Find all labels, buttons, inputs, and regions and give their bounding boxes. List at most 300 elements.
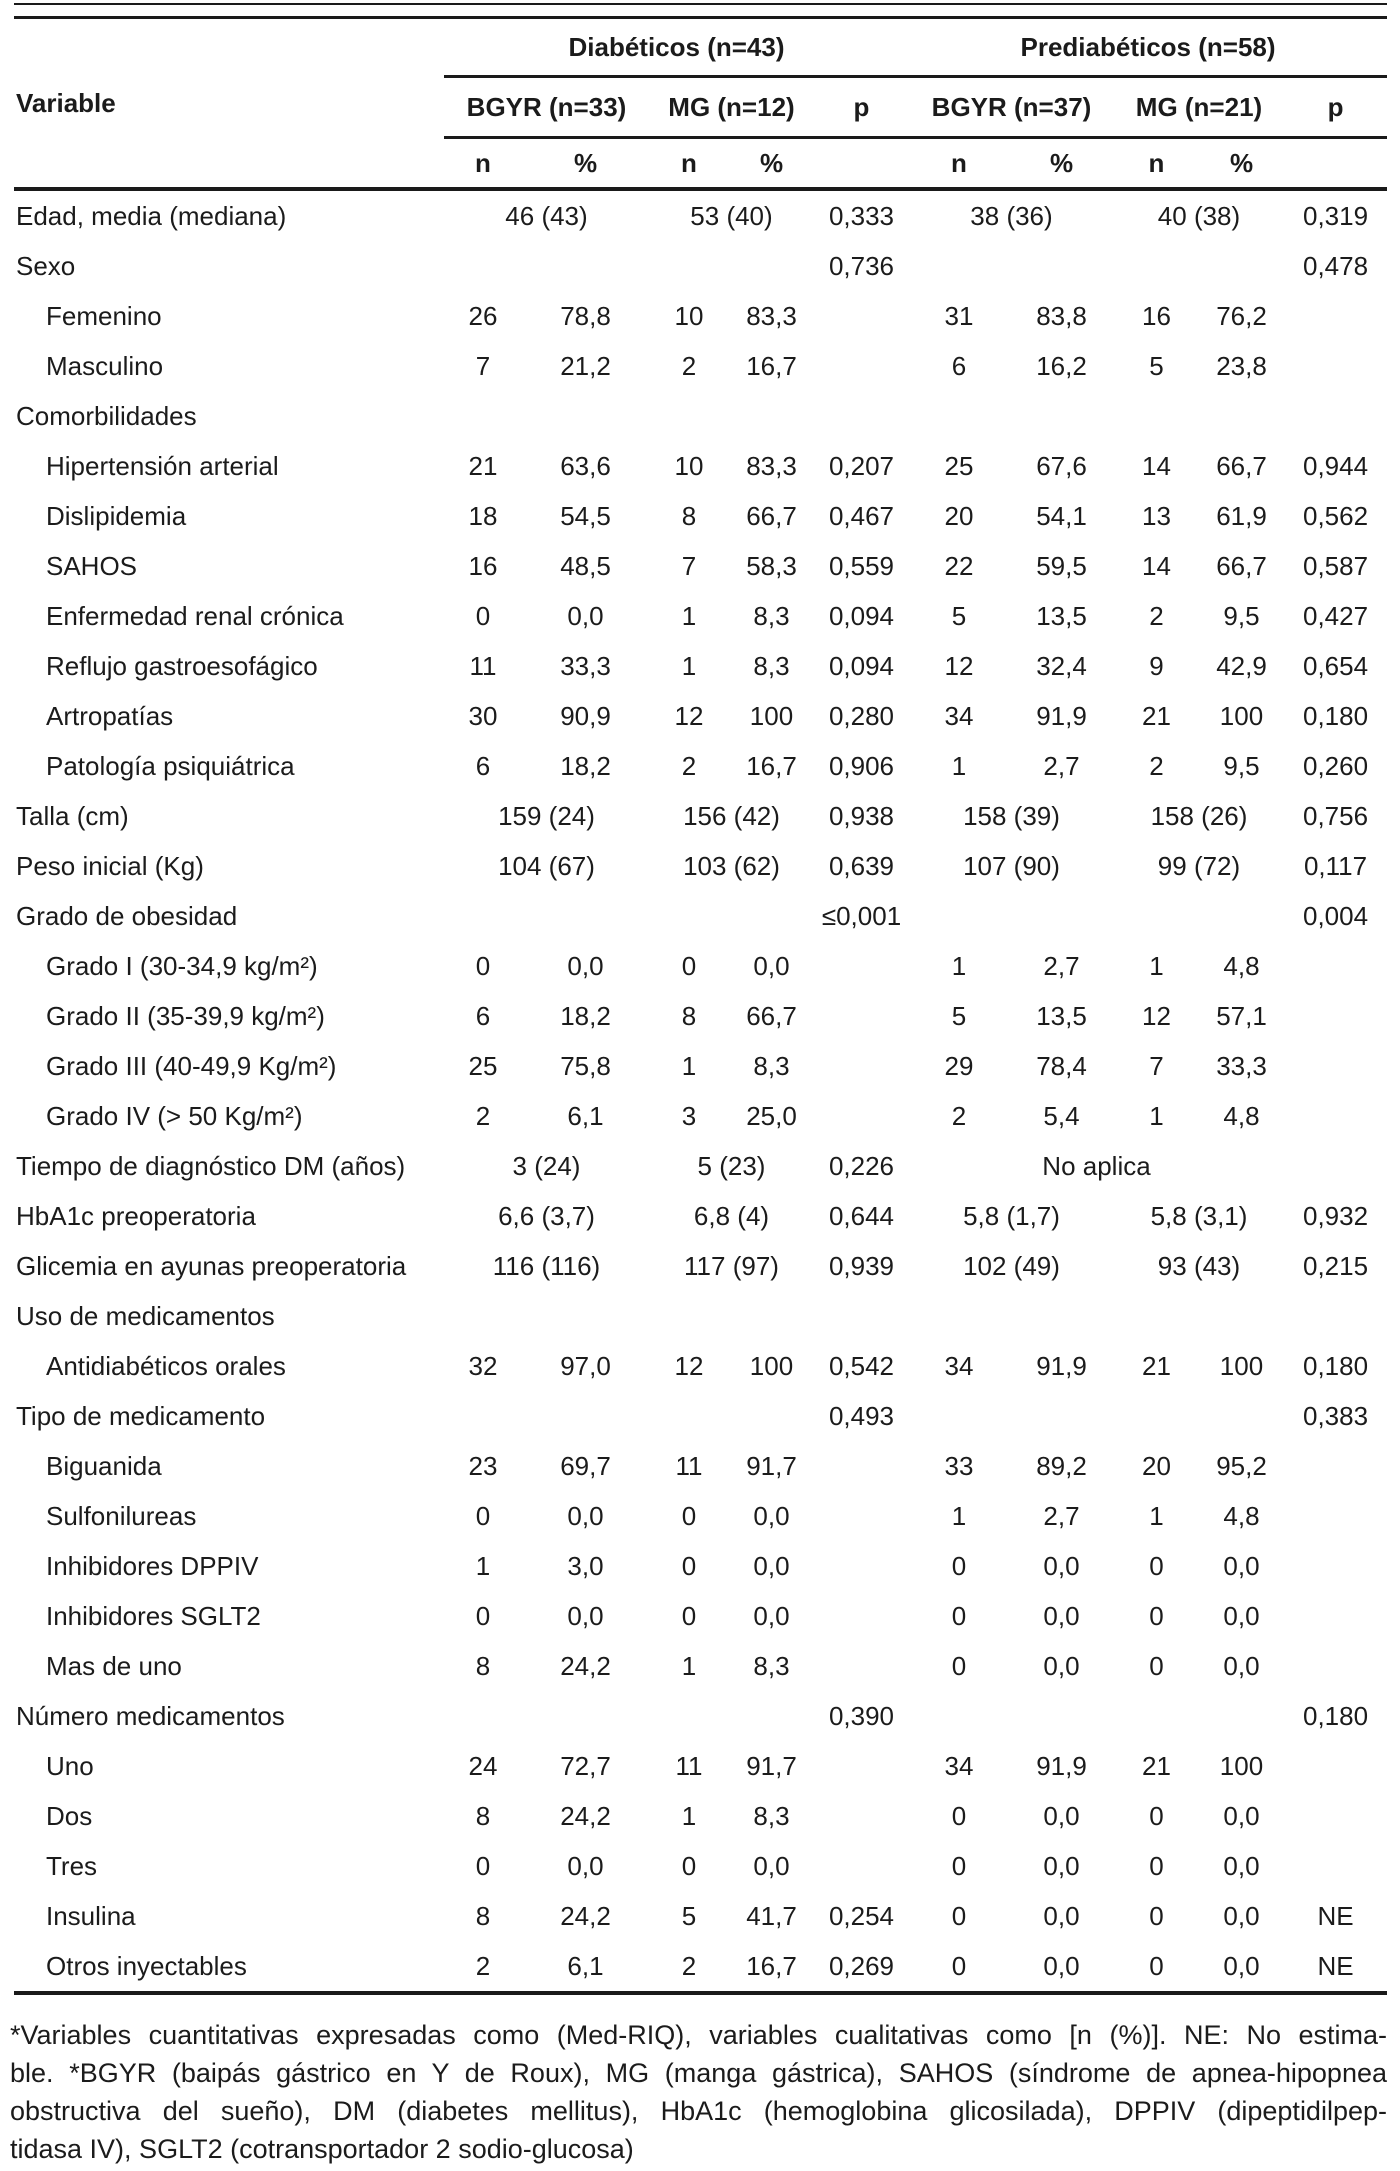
table-row <box>14 1491 1387 1541</box>
value-cell: 103 (62) <box>683 850 780 881</box>
value-cell: 8 <box>475 1900 491 1931</box>
value-cell: 0,180 <box>1302 1700 1369 1731</box>
value-cell: 0,906 <box>828 750 895 781</box>
value-cell: 61,9 <box>1216 500 1267 531</box>
empty-cell <box>814 941 909 991</box>
value-cell: 1 <box>681 1050 697 1081</box>
value-cell: 20 <box>944 500 974 531</box>
value-cell: 90,9 <box>560 700 611 731</box>
row-label: Tipo de medicamento <box>16 1400 266 1431</box>
value-cell: 104 (67) <box>498 850 595 881</box>
row-label: Artropatías <box>46 700 174 731</box>
row-label: Hipertensión arterial <box>46 450 279 481</box>
value-cell: 0,0 <box>1199 1941 1284 1993</box>
empty-cell <box>814 1041 909 1091</box>
value-cell: 8,3 <box>753 600 790 631</box>
value-cell: 0,0 <box>753 1850 790 1881</box>
empty-cell <box>649 1691 814 1741</box>
row-label: Insulina <box>46 1900 136 1931</box>
np-header-empty <box>1284 138 1387 190</box>
value-cell: 1 <box>681 600 697 631</box>
value-cell: 0 <box>681 1600 697 1631</box>
value-cell: 8 <box>681 1000 697 1031</box>
table-row <box>14 1791 1387 1841</box>
value-cell: 13 <box>1142 500 1171 531</box>
value-cell: 29 <box>944 1050 974 1081</box>
value-cell: 23 <box>468 1450 498 1481</box>
table-row <box>14 341 1387 391</box>
value-cell: 0 <box>475 1850 491 1881</box>
value-cell: 12 <box>944 650 974 681</box>
table-row <box>14 189 1387 241</box>
empty-cell <box>1114 241 1284 291</box>
value-cell: 8 <box>475 1650 491 1681</box>
value-cell: 6,6 (3,7) <box>498 1200 595 1231</box>
value-cell: 16,2 <box>1036 350 1087 381</box>
empty-cell <box>814 1591 909 1641</box>
value-cell: 0 <box>681 950 697 981</box>
value-cell: 66,7 <box>1216 550 1267 581</box>
n-header: n <box>1114 138 1199 190</box>
value-cell: 2 <box>649 1941 729 1993</box>
empty-cell <box>1284 1641 1387 1691</box>
value-cell: 0,280 <box>828 700 895 731</box>
value-cell: 66,7 <box>746 1000 797 1031</box>
value-cell: 14 <box>1142 550 1171 581</box>
table-row <box>14 441 1387 491</box>
empty-cell <box>814 1641 909 1691</box>
empty-cell <box>1284 991 1387 1041</box>
subheader-bgyr-prediabeticos: BGYR (n=37) <box>909 77 1114 138</box>
row-label: Número medicamentos <box>16 1700 285 1731</box>
table-row <box>14 891 1387 941</box>
value-cell: 1 <box>951 750 967 781</box>
value-cell: 100 <box>749 700 794 731</box>
value-cell: 54,5 <box>560 500 611 531</box>
value-cell: 67,6 <box>1036 450 1087 481</box>
value-cell: 0,0 <box>1223 1550 1260 1581</box>
value-cell: 34 <box>944 1750 974 1781</box>
empty-cell <box>1284 1591 1387 1641</box>
value-cell: 12 <box>674 1350 704 1381</box>
value-cell: 5 <box>681 1900 697 1931</box>
value-cell: 99 (72) <box>1157 850 1241 881</box>
value-cell: 12 <box>674 700 704 731</box>
value-cell: 0 <box>1114 1941 1199 1993</box>
value-cell: 159 (24) <box>498 800 595 831</box>
row-label: Edad, media (mediana) <box>16 200 287 231</box>
empty-cell <box>649 1391 814 1441</box>
value-cell: 3,0 <box>567 1550 604 1581</box>
value-cell: 0,004 <box>1302 900 1369 931</box>
row-label: Grado III (40-49,9 Kg/m²) <box>46 1050 337 1081</box>
row-label: Dos <box>46 1800 93 1831</box>
value-cell: 11 <box>675 1450 703 1481</box>
value-cell: 0 <box>951 1600 967 1631</box>
table-row <box>14 1191 1387 1241</box>
value-cell: 0,736 <box>828 250 895 281</box>
n-header: n <box>444 138 522 190</box>
table-row <box>14 841 1387 891</box>
value-cell: 0,0 <box>567 1600 604 1631</box>
value-cell: 12 <box>1142 1000 1171 1031</box>
value-cell: 1 <box>1149 950 1164 981</box>
value-cell: 23,8 <box>1216 350 1267 381</box>
value-cell: 78,8 <box>560 300 611 331</box>
value-cell: 25 <box>468 1050 498 1081</box>
row-label: Femenino <box>46 300 162 331</box>
value-cell: 69,7 <box>560 1450 611 1481</box>
value-cell: 100 <box>749 1350 794 1381</box>
empty-cell <box>909 241 1114 291</box>
value-cell: 1 <box>951 1500 967 1531</box>
value-cell: 66,7 <box>1216 450 1267 481</box>
row-label: Sexo <box>16 250 76 281</box>
value-cell: 0,0 <box>1223 1900 1260 1931</box>
value-cell: 8,3 <box>753 1800 790 1831</box>
empty-cell <box>1284 1791 1387 1841</box>
empty-cell <box>444 241 649 291</box>
value-cell: 0,0 <box>1043 1900 1080 1931</box>
empty-cell <box>1284 291 1387 341</box>
value-cell: 76,2 <box>1216 300 1267 331</box>
value-cell: NE <box>1284 1941 1387 1993</box>
footnote-line: ble. *BGYR (baipás gástrico en Y de Roux), MG (manga gástrica), SAHOS (síndrome de apnea-hipopnea <box>10 2058 1387 2088</box>
row-label: Enfermedad renal crónica <box>46 600 344 631</box>
value-cell: 78,4 <box>1036 1050 1087 1081</box>
value-cell: 18,2 <box>560 1000 611 1031</box>
empty-cell <box>1284 1841 1387 1891</box>
value-cell: 2 <box>444 1941 522 1993</box>
row-label: Inhibidores SGLT2 <box>46 1600 261 1631</box>
value-cell: 2 <box>1149 600 1164 631</box>
empty-cell <box>1114 1391 1284 1441</box>
variable-column-header: Variable <box>14 18 444 190</box>
table-row <box>14 1641 1387 1691</box>
table-row <box>14 591 1387 641</box>
empty-cell <box>814 1841 909 1891</box>
footnote-line: tidasa IV), SGLT2 (cotransportador 2 sodio-glucosa) <box>10 2134 634 2164</box>
table-row <box>14 791 1387 841</box>
value-cell: 0,559 <box>828 550 895 581</box>
value-cell: 18,2 <box>560 750 611 781</box>
value-cell: 0 <box>1149 1600 1164 1631</box>
pct-header: % <box>1009 138 1114 190</box>
value-cell: 0,0 <box>1223 1800 1260 1831</box>
value-cell: 0,0 <box>567 600 604 631</box>
empty-cell <box>444 1691 649 1741</box>
value-cell: 0 <box>909 1941 1009 1993</box>
table-row <box>14 1691 1387 1741</box>
value-cell: 59,5 <box>1036 550 1087 581</box>
value-cell: 0 <box>681 1550 697 1581</box>
value-cell: 0,0 <box>1043 1550 1080 1581</box>
value-cell: 34 <box>944 700 974 731</box>
row-label: Biguanida <box>46 1450 162 1481</box>
value-cell: 0,0 <box>753 1600 790 1631</box>
group-header-diabeticos: Diabéticos (n=43) <box>444 18 909 77</box>
value-cell: 14 <box>1142 450 1171 481</box>
value-cell: 11 <box>469 650 497 681</box>
value-cell: 0,0 <box>567 950 604 981</box>
value-cell: 34 <box>944 1350 974 1381</box>
empty-cell <box>814 991 909 1041</box>
row-label: Sulfonilureas <box>46 1500 197 1531</box>
empty-cell <box>444 391 1387 441</box>
value-cell: 30 <box>468 700 498 731</box>
value-cell: 16 <box>1142 300 1171 331</box>
value-cell: 6,1 <box>567 1100 604 1131</box>
value-cell: 0,932 <box>1302 1200 1369 1231</box>
value-cell: 0,562 <box>1302 500 1369 531</box>
subheader-p-diabeticos: p <box>814 77 909 138</box>
subheader-mg-diabeticos: MG (n=12) <box>649 77 814 138</box>
row-label: Patología psiquiátrica <box>46 750 295 781</box>
value-cell: 1 <box>475 1550 491 1581</box>
value-cell: 83,3 <box>746 300 797 331</box>
value-cell: 0,390 <box>828 1700 895 1731</box>
value-cell: ≤0,001 <box>821 900 902 931</box>
value-cell: 25 <box>944 450 974 481</box>
value-cell: 0 <box>1149 1800 1164 1831</box>
empty-cell <box>909 1691 1114 1741</box>
value-cell: 6 <box>475 750 491 781</box>
empty-cell <box>444 891 649 941</box>
value-cell: 21 <box>1142 700 1171 731</box>
row-label: Uno <box>46 1750 94 1781</box>
value-cell: 0 <box>475 1600 491 1631</box>
value-cell: 0,639 <box>828 850 895 881</box>
value-cell: 0,0 <box>1043 1650 1080 1681</box>
table-row <box>14 741 1387 791</box>
value-cell: 93 (43) <box>1157 1250 1241 1281</box>
value-cell: 0,180 <box>1302 1350 1369 1381</box>
value-cell: 0,319 <box>1302 200 1369 231</box>
value-cell: 2 <box>951 1100 967 1131</box>
value-cell: 107 (90) <box>963 850 1060 881</box>
value-cell: 42,9 <box>1216 650 1267 681</box>
value-cell: 1 <box>681 650 697 681</box>
value-cell: 0,654 <box>1302 650 1369 681</box>
subheader-bgyr-diabeticos: BGYR (n=33) <box>444 77 649 138</box>
empty-cell <box>1114 1691 1284 1741</box>
empty-cell <box>814 1441 909 1491</box>
subheader-p-prediabeticos: p <box>1284 77 1387 138</box>
row-label: Mas de uno <box>46 1650 182 1681</box>
value-cell: 0,0 <box>753 1550 790 1581</box>
value-cell: 0,939 <box>828 1250 895 1281</box>
row-label: Uso de medicamentos <box>16 1300 275 1331</box>
value-cell: 25,0 <box>746 1100 797 1131</box>
value-cell: 0,226 <box>828 1150 895 1181</box>
value-cell: 53 (40) <box>690 200 773 231</box>
value-cell: No aplica <box>1042 1150 1151 1181</box>
value-cell: 8,3 <box>753 1650 790 1681</box>
value-cell: 3 <box>681 1100 697 1131</box>
value-cell: 54,1 <box>1036 500 1087 531</box>
value-cell: 91,7 <box>746 1450 797 1481</box>
value-cell: 91,9 <box>1036 1350 1087 1381</box>
table-row <box>14 1591 1387 1641</box>
value-cell: 16 <box>468 550 498 581</box>
empty-cell <box>1284 941 1387 991</box>
table-row <box>14 1091 1387 1141</box>
value-cell: 0 <box>951 1900 967 1931</box>
value-cell: 0 <box>475 950 491 981</box>
np-header-empty <box>814 138 909 190</box>
value-cell: 26 <box>468 300 498 331</box>
subheader-mg-prediabeticos: MG (n=21) <box>1114 77 1284 138</box>
value-cell: 6 <box>475 1000 491 1031</box>
value-cell: 2,7 <box>1043 750 1080 781</box>
value-cell: 6,8 (4) <box>693 1200 770 1231</box>
row-label: Peso inicial (Kg) <box>16 850 204 881</box>
value-cell: 5 <box>1149 350 1164 381</box>
row-label: Grado de obesidad <box>16 900 238 931</box>
table-row <box>14 391 1387 441</box>
value-cell: 83,8 <box>1036 300 1087 331</box>
pct-header: % <box>1199 138 1284 190</box>
value-cell: 9,5 <box>1223 750 1260 781</box>
value-cell: 6 <box>951 350 967 381</box>
value-cell: 1 <box>1149 1100 1164 1131</box>
value-cell: 0,094 <box>828 600 895 631</box>
value-cell: 156 (42) <box>683 800 780 831</box>
value-cell: 7 <box>681 550 697 581</box>
value-cell: 97,0 <box>560 1350 611 1381</box>
value-cell: 9 <box>1149 650 1164 681</box>
value-cell: 8 <box>475 1800 491 1831</box>
value-cell: 0,333 <box>828 200 895 231</box>
value-cell: 16,7 <box>746 750 797 781</box>
empty-cell <box>649 891 814 941</box>
empty-cell <box>1284 1091 1387 1141</box>
empty-cell <box>909 1391 1114 1441</box>
value-cell: 0 <box>1149 1850 1164 1881</box>
table-row <box>14 1291 1387 1341</box>
value-cell: 13,5 <box>1036 1000 1087 1031</box>
table-row <box>14 1741 1387 1791</box>
value-cell: 7 <box>475 350 491 381</box>
value-cell: 21 <box>1142 1750 1171 1781</box>
table-row <box>14 1891 1387 1941</box>
table-header <box>14 18 1387 190</box>
value-cell: 32,4 <box>1036 650 1087 681</box>
value-cell: 0,944 <box>1302 450 1369 481</box>
value-cell: 32 <box>468 1350 498 1381</box>
value-cell: 1 <box>1149 1500 1164 1531</box>
value-cell: 0,215 <box>1302 1250 1369 1281</box>
table-row <box>14 241 1387 291</box>
empty-cell <box>814 1491 909 1541</box>
value-cell: 4,8 <box>1223 1500 1260 1531</box>
value-cell: 0,467 <box>828 500 895 531</box>
value-cell: 33,3 <box>560 650 611 681</box>
table-row <box>14 1041 1387 1091</box>
value-cell: 5,8 (3,1) <box>1150 1200 1248 1231</box>
value-cell: 63,6 <box>560 450 611 481</box>
table-row <box>14 1441 1387 1491</box>
table-row <box>14 1241 1387 1291</box>
value-cell: 7 <box>1149 1050 1164 1081</box>
empty-cell <box>1114 891 1284 941</box>
empty-cell <box>814 1741 909 1791</box>
value-cell: 40 (38) <box>1157 200 1241 231</box>
value-cell: 0,938 <box>828 800 895 831</box>
empty-cell <box>909 891 1114 941</box>
empty-cell <box>1284 1041 1387 1091</box>
value-cell: 21,2 <box>560 350 611 381</box>
value-cell: 0,094 <box>828 650 895 681</box>
value-cell: 0 <box>951 1800 967 1831</box>
empty-cell <box>1284 1141 1387 1191</box>
value-cell: 0,0 <box>1043 1850 1080 1881</box>
value-cell: 0 <box>475 600 491 631</box>
baseline-characteristics-table <box>14 16 1387 1995</box>
table-row <box>14 641 1387 691</box>
value-cell: 3 (24) <box>512 1150 581 1181</box>
value-cell: 0,0 <box>1009 1941 1114 1993</box>
value-cell: 0,254 <box>828 1900 895 1931</box>
row-label: SAHOS <box>46 550 138 581</box>
table-row <box>14 691 1387 741</box>
value-cell: 2,7 <box>1043 1500 1080 1531</box>
value-cell: 24,2 <box>560 1650 611 1681</box>
value-cell: 2 <box>475 1100 491 1131</box>
row-label: Comorbilidades <box>16 400 197 431</box>
value-cell: 21 <box>1142 1350 1171 1381</box>
value-cell: 0,0 <box>1223 1600 1260 1631</box>
table-row <box>14 1391 1387 1441</box>
value-cell: 13,5 <box>1036 600 1087 631</box>
value-cell: 24,2 <box>560 1800 611 1831</box>
value-cell: 0,0 <box>1223 1850 1260 1881</box>
value-cell: 2 <box>681 750 697 781</box>
value-cell: 1 <box>681 1800 697 1831</box>
value-cell: 57,1 <box>1216 1000 1267 1031</box>
value-cell: 2 <box>681 350 697 381</box>
value-cell: 18 <box>468 500 498 531</box>
value-cell: 0 <box>1149 1900 1164 1931</box>
table-row <box>14 1941 1387 1993</box>
row-label: HbA1c preoperatoria <box>16 1200 256 1231</box>
row-label: Glicemia en ayunas preoperatoria <box>16 1250 407 1281</box>
value-cell: 72,7 <box>560 1750 611 1781</box>
value-cell: 116 (116) <box>492 1250 601 1281</box>
value-cell: 24,2 <box>560 1900 611 1931</box>
value-cell: 91,7 <box>746 1750 797 1781</box>
value-cell: 1 <box>951 950 967 981</box>
value-cell: 100 <box>1219 1750 1264 1781</box>
n-header: n <box>909 138 1009 190</box>
value-cell: 0,0 <box>567 1850 604 1881</box>
empty-cell <box>1284 1541 1387 1591</box>
value-cell: 5 <box>951 1000 967 1031</box>
value-cell: 16,7 <box>729 1941 814 1993</box>
value-cell: 0 <box>951 1550 967 1581</box>
value-cell: 0 <box>951 1650 967 1681</box>
value-cell: 95,2 <box>1216 1450 1267 1481</box>
value-cell: 1 <box>681 1650 697 1681</box>
value-cell: 158 (39) <box>963 800 1060 831</box>
value-cell: 0 <box>681 1850 697 1881</box>
value-cell: 31 <box>944 300 974 331</box>
row-label: Dislipidemia <box>46 500 187 531</box>
value-cell: 102 (49) <box>963 1250 1060 1281</box>
value-cell: 38 (36) <box>970 200 1053 231</box>
row-label: Talla (cm) <box>16 800 129 831</box>
value-cell: 0,493 <box>828 1400 895 1431</box>
